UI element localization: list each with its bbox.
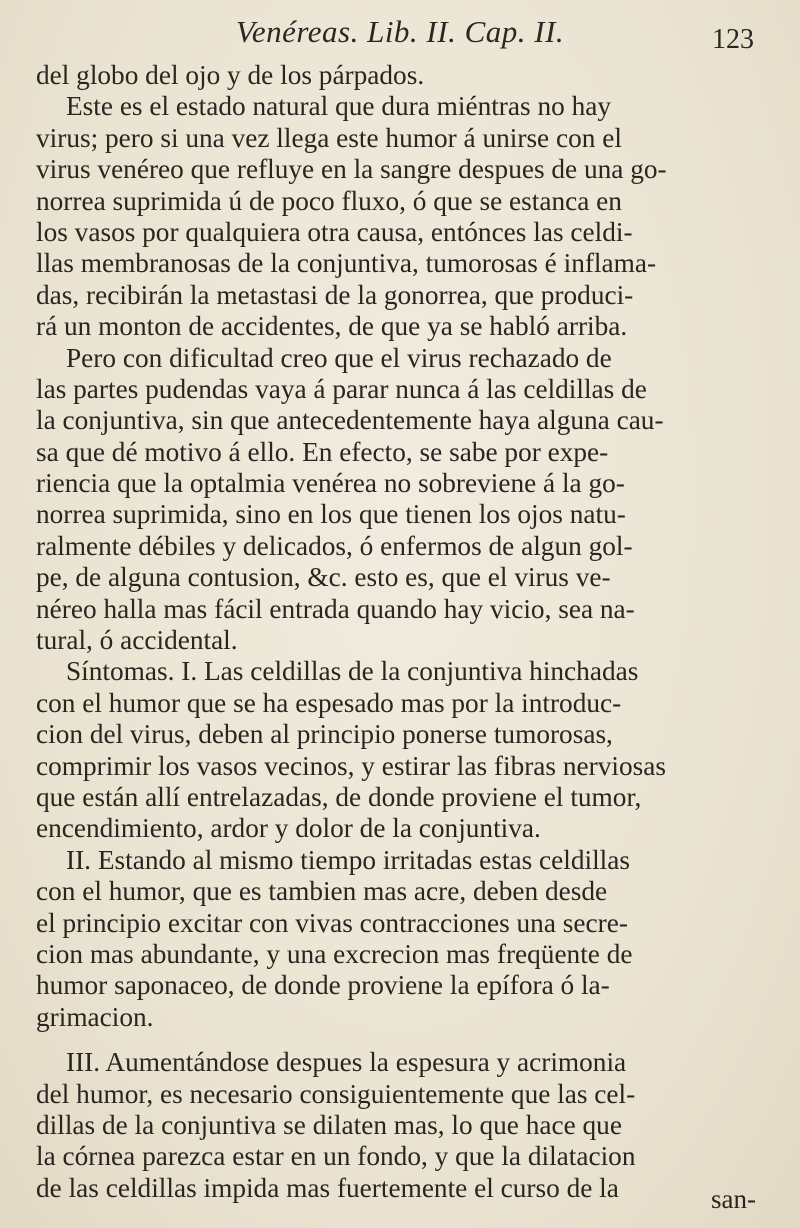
running-head: [0, 10, 800, 55]
text-line: II. Estando al mismo tiempo irritadas estas celdillas: [66, 844, 630, 875]
text-line: dillas de la conjuntiva se dilaten mas, lo que hace que: [36, 1109, 622, 1140]
text-line: del humor, es necesario consiguientemente que las cel-: [36, 1078, 636, 1109]
text-line: de las celdillas impida mas fuertemente el curso de la: [36, 1172, 619, 1203]
page-number: 123: [712, 24, 754, 55]
text-line: con el humor que se ha espesado mas por la introduc-: [36, 687, 622, 718]
text-line: Este es el estado natural que dura miéntras no hay: [66, 91, 611, 122]
text-line: tural, ó accidental.: [36, 625, 238, 656]
text-line: norrea suprimida, sino en los que tienen los ojos natu-: [36, 499, 626, 530]
text-line: cion del virus, deben al principio ponerse tumorosas,: [36, 719, 613, 750]
text-line: grimacion.: [36, 1001, 154, 1032]
text-line: llas membranosas de la conjuntiva, tumorosas é inflama-: [36, 248, 657, 279]
text-line: néreo halla mas fácil entrada quando hay vicio, sea na-: [36, 593, 635, 624]
paragraph-gap: [36, 1033, 768, 1047]
text-line: los vasos por qualquiera otra causa, entónces las celdi-: [36, 216, 633, 247]
catchword: san-: [711, 1184, 756, 1214]
text-line: norrea suprimida ú de poco fluxo, ó que se estanca en: [36, 185, 622, 216]
text-line: cion mas abundante, y una excrecion mas freqüente de: [36, 938, 633, 969]
text-line: humor saponaceo, de donde proviene la epífora ó la-: [36, 970, 610, 1001]
text-line: riencia que la optalmia venérea no sobreviene á la go-: [36, 468, 625, 499]
text-line: con el humor, que es tambien mas acre, deben desde: [36, 876, 608, 907]
text-line: que están allí entrelazadas, de donde proviene el tumor,: [36, 781, 642, 812]
text-line: el principio excitar con vivas contracciones una secre-: [36, 907, 628, 938]
text-line: das, recibirán la metastasi de la gonorrea, que produci-: [36, 279, 634, 310]
text-line: del globo del ojo y de los párpados.: [36, 60, 425, 90]
text-line: Pero con dificultad creo que el virus rechazado de: [66, 342, 612, 373]
text-line: la conjuntiva, sin que antecedentemente haya alguna cau-: [36, 405, 664, 436]
text-line: virus venéreo que refluye en la sangre despues de una go-: [36, 154, 667, 185]
text-line: la córnea parezca estar en un fondo, y que la dilatacion: [36, 1141, 636, 1172]
text-line: encendimiento, ardor y dolor de la conjuntiva.: [36, 813, 541, 844]
text-line: comprimir los vasos vecinos, y estirar las fibras nerviosas: [36, 750, 666, 781]
text-line: las partes pudendas vaya á parar nunca á las celdillas de: [36, 373, 647, 404]
text-line: sa que dé motivo á ello. En efecto, se sabe por expe-: [36, 436, 609, 467]
text-line: rá un monton de accidentes, de que ya se habló arriba.: [36, 311, 628, 342]
running-title: Venéreas. Lib. II. Cap. II.: [235, 14, 565, 49]
body-text: [36, 60, 768, 1204]
text-line: ralmente débiles y delicados, ó enfermos de algun gol-: [36, 530, 633, 561]
text-line: pe, de alguna contusion, &c. esto es, que el virus ve-: [36, 562, 611, 593]
section-symptoms-line: Síntomas. I. Las celdillas de la conjuntiva hinchadas: [66, 656, 639, 687]
text-line: III. Aumentándose despues la espesura y acrimonia: [66, 1047, 627, 1078]
text-line: virus; pero si una vez llega este humor á unirse con el: [36, 122, 622, 153]
